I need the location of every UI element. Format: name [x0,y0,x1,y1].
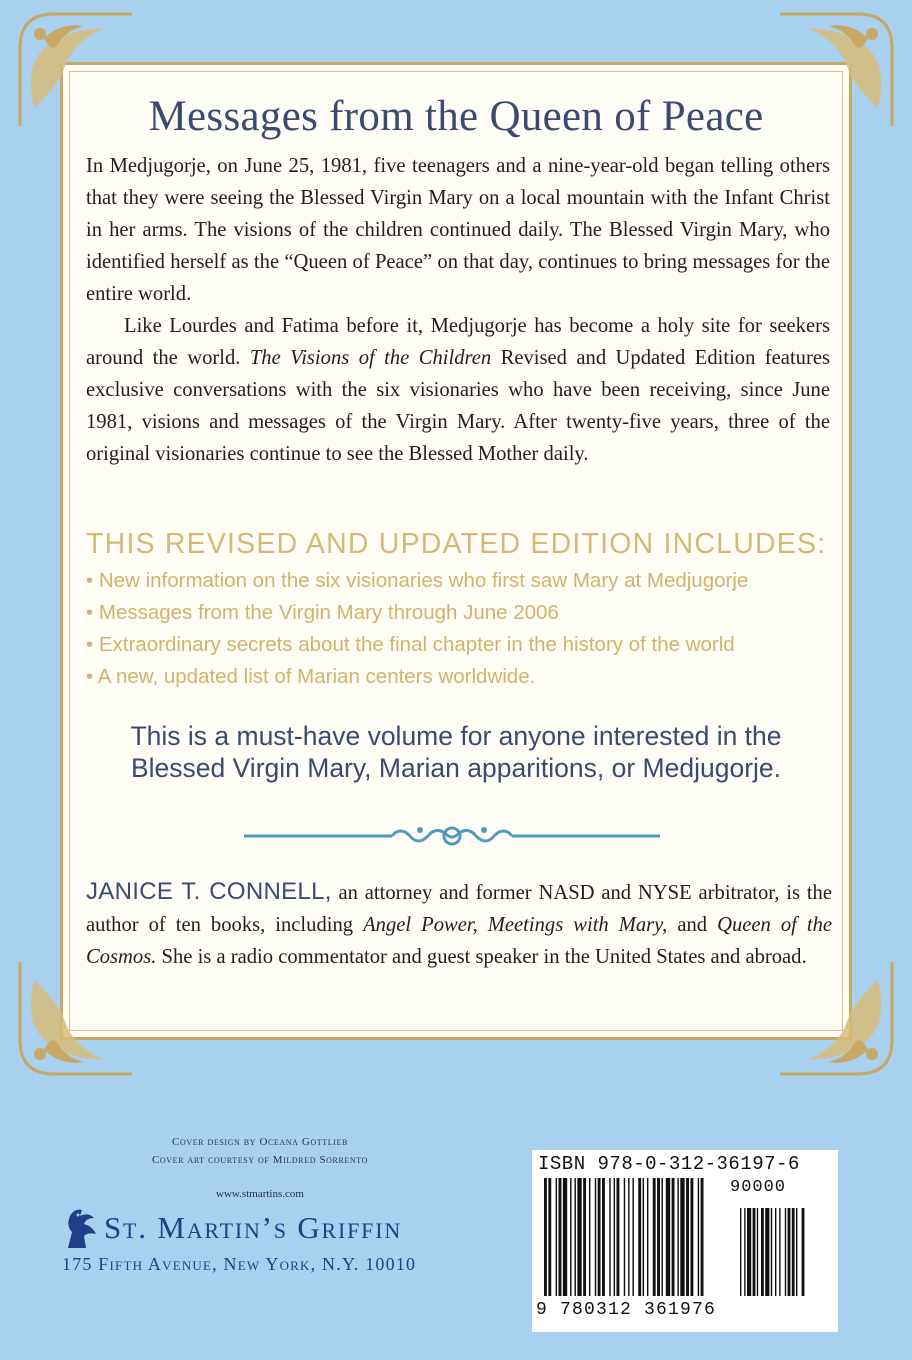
publisher-name: St. Martin’s Griffin [104,1210,403,1245]
publisher-address: 175 Fifth Avenue, New York, N.Y. 10010 [62,1254,417,1274]
must-have-line: This is a must-have volume for anyone interested in the [130,721,782,751]
intro-paragraph-2 [86,310,830,470]
corner-ornament-icon [14,960,134,1080]
book-title-italic: The Visions of the Children [249,347,492,369]
page-title: Messages from the Queen of Peace [148,93,764,140]
list-item: • Messages from the Virgin Mary through June 2006 [86,601,559,624]
author-bio-text: and [667,914,718,936]
includes-list [86,565,846,693]
must-have-line: Blessed Virgin Mary, Marian apparitions, or Medjugorje. [130,753,782,783]
barcode-digits: 9 780312 361976 [536,1300,717,1320]
author-bio [86,876,832,973]
price-code: 90000 [730,1178,787,1197]
cover-design-credit: Cover design by Oceana Gottlieb [172,1136,348,1148]
includes-heading: THIS REVISED AND UPDATED EDITION INCLUDES: [86,528,827,560]
griffin-logo-icon [60,1204,100,1250]
author-name: JANICE T. CONNELL, [86,878,332,905]
barcode-icon [542,1178,832,1308]
intro-paragraph-1: In Medjugorje, on June 25, 1981, five teenagers and a nine-year-old began telling others that they were seeing the Blessed Virgin Mary on a local mountain with the Infant Christ in her arms. The visions of the children continued daily. The Blessed Virgin Mary, who identified herself as the “Queen of Peace” on that day, continues to bring messages for the entire world. [86,155,830,305]
list-item: • New information on the six visionaries who first saw Mary at Medjugorje [86,569,749,592]
intro-text: Like Lourdes and Fatima before it, Medjugorje has become a holy site for seekers around the world. [86,315,830,369]
book-title-italic: Queen of the Cosmos. [86,914,833,968]
list-item: • Extraordinary secrets about the final chapter in the history of the world [86,633,735,656]
author-bio-text: She is a radio commentator and guest speaker in the United States and abroad. [156,946,807,968]
corner-ornament-icon [778,960,898,1080]
must-have-statement [60,720,852,784]
cover-credits [110,1133,410,1169]
isbn-number: ISBN 978-0-312-36197-6 [538,1153,800,1175]
book-title-italic: Angel Power, Meetings with Mary, [363,914,668,936]
publisher-website: www.stmartins.com [216,1188,304,1200]
author-bio-text: an attorney and former NASD and NYSE arbitrator, is the author of ten books, including [86,882,832,936]
cover-art-credit: Cover art courtesy of Mildred Sorrento [151,1154,368,1166]
ornamental-divider-icon [242,818,662,854]
list-item: • A new, updated list of Marian centers worldwide. [86,665,536,688]
intro-text: Revised and Updated Edition features exclusive conversations with the six visionaries who have been receiving, since June 1981, visions and messages of the Virgin Mary. After twenty-five years, three of the original visionaries continue to see the Blessed Mother daily. [86,347,830,465]
